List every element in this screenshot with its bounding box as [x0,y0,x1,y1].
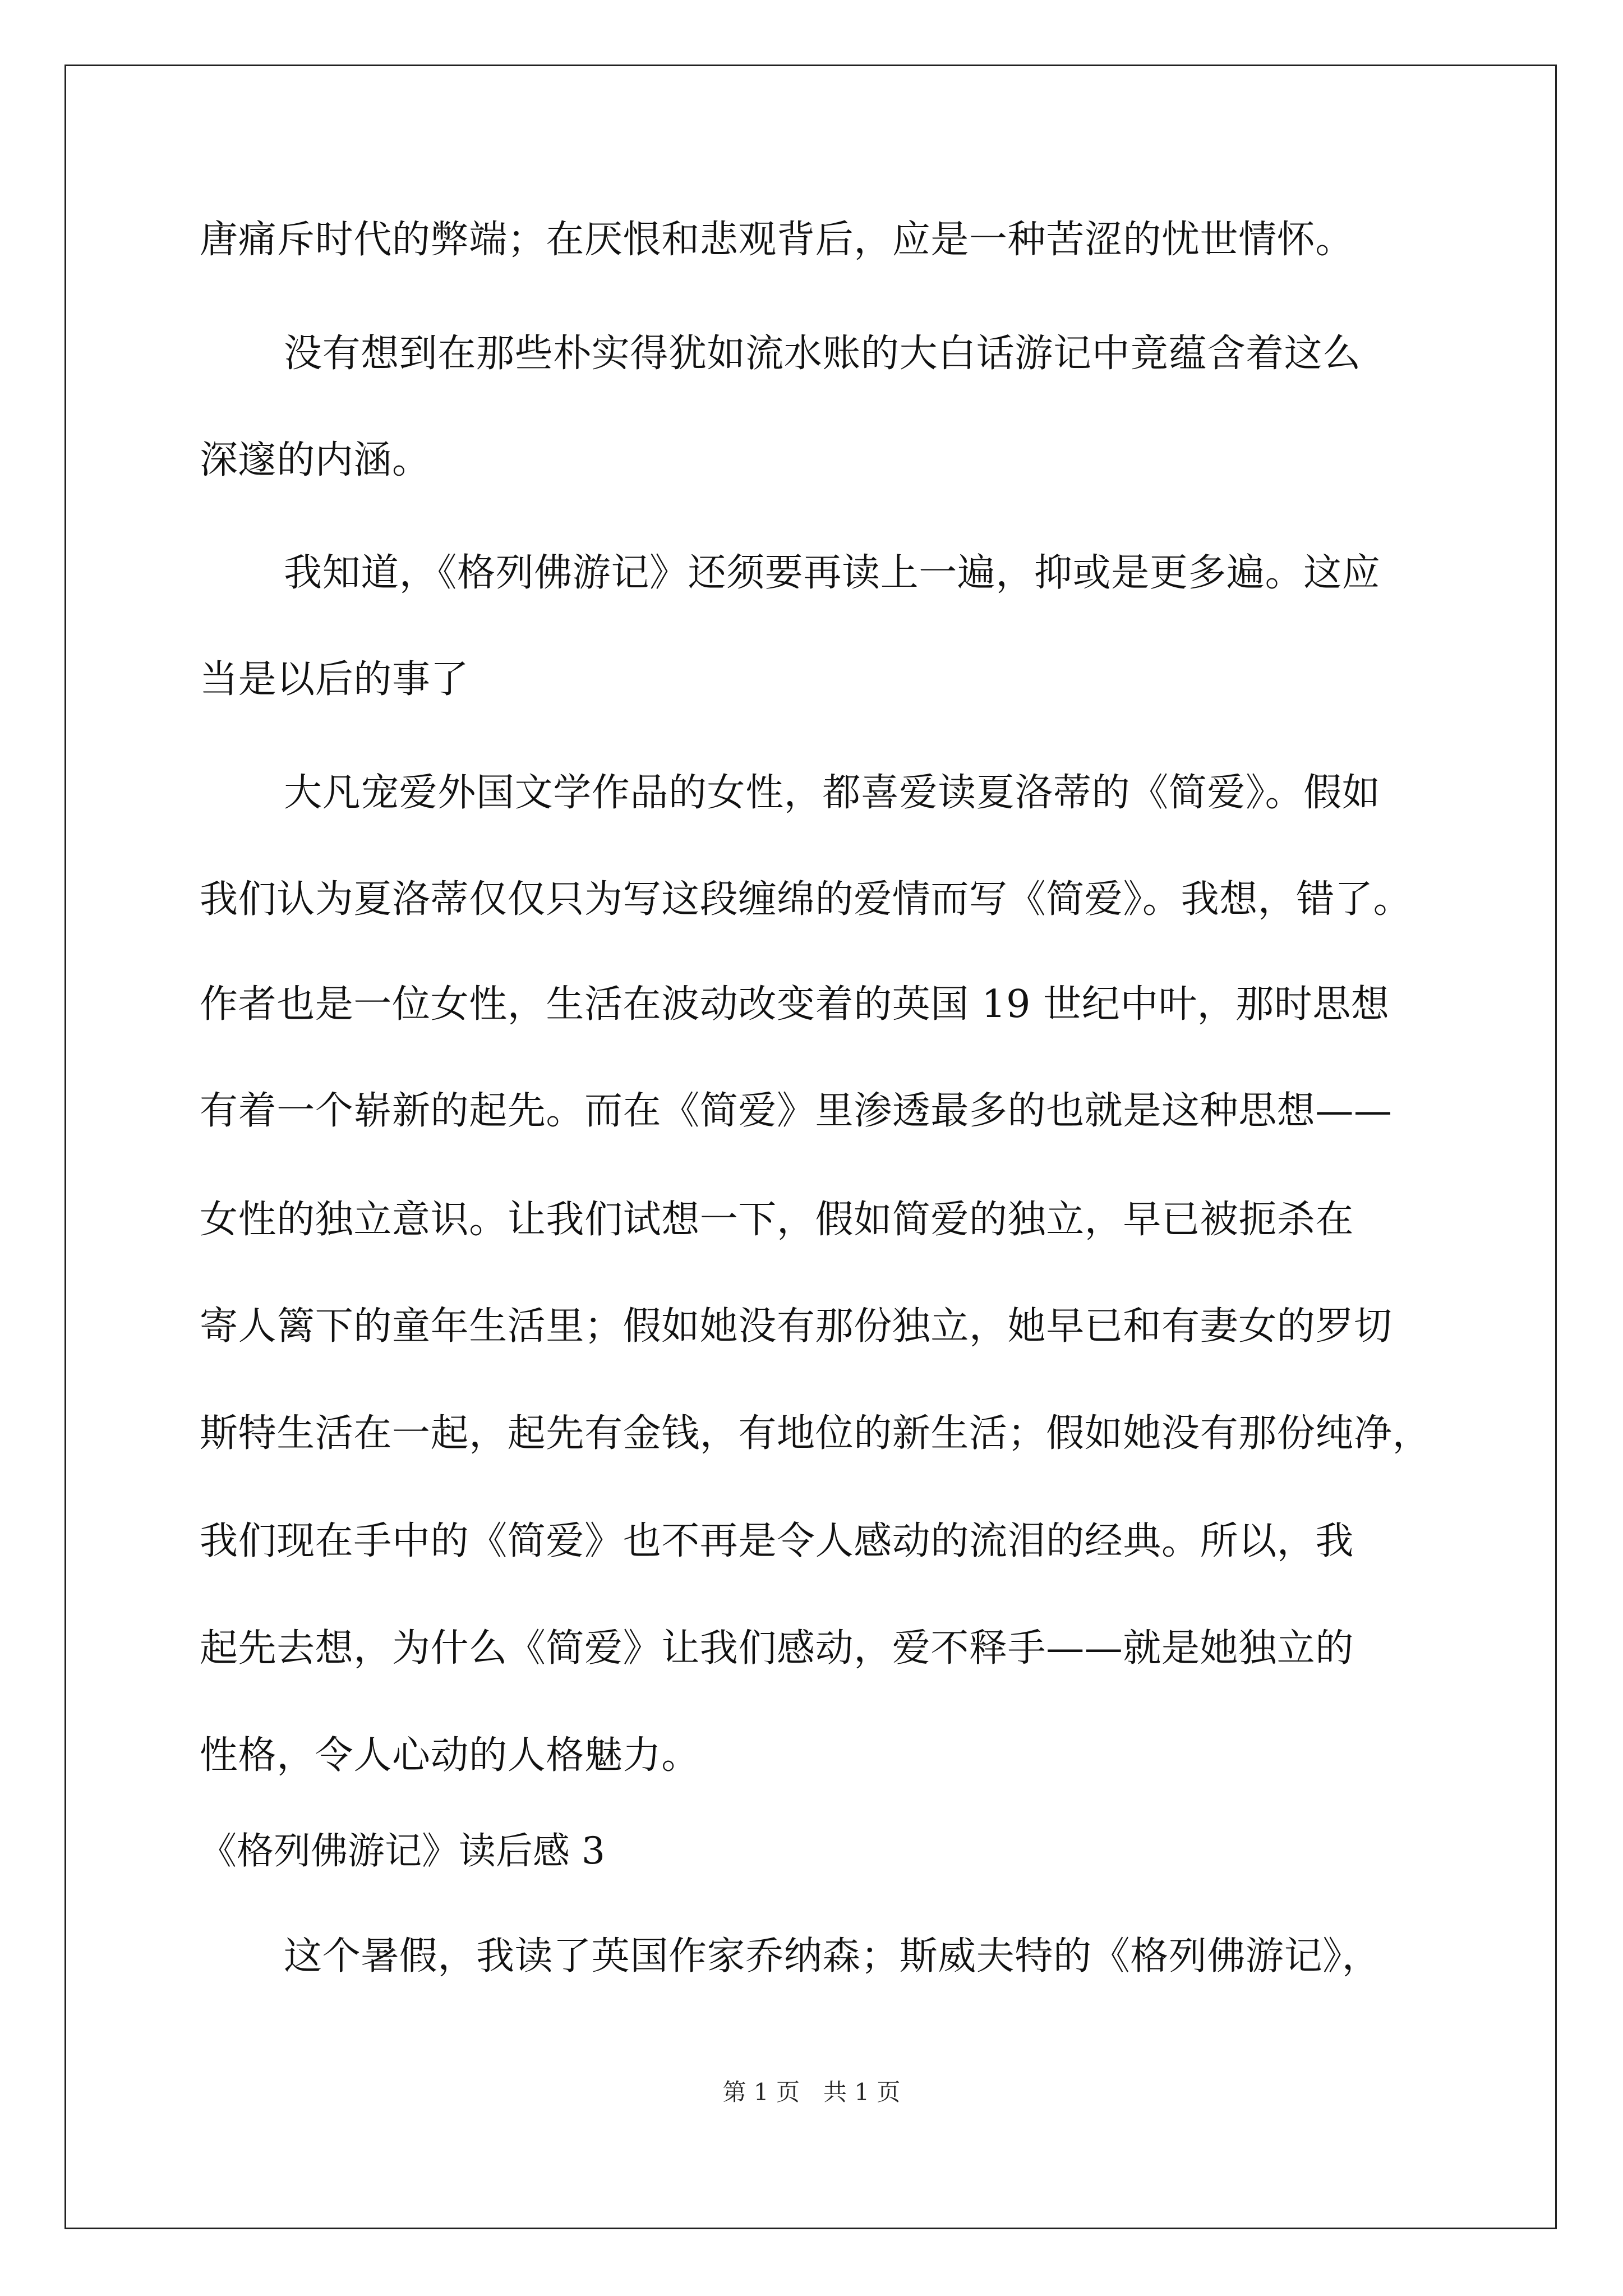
text-line: 女性的独立意识。让我们试想一下，假如简爱的独立，早已被扼杀在 [200,1198,1354,1242]
text-line: 我们认为夏洛蒂仅仅只为写这段缠绵的爱情而写《简爱》。我想，错了。 [200,877,1412,922]
text-line: 有着一个崭新的起先。而在《简爱》里渗透最多的也就是这种思想—— [200,1089,1393,1133]
text-line: 深邃的内涵。 [200,438,431,482]
text-line: 寄人篱下的童年生活里；假如她没有那份独立，她早已和有妻女的罗切 [200,1304,1393,1349]
paragraph-first-line: 这个暑假，我读了英国作家乔纳森；斯威夫特的《格列佛游记》， [284,1934,1381,1978]
paragraph-first-line: 我知道，《格列佛游记》还须要再读上一遍，抑或是更多遍。这应 [284,551,1381,595]
text-line: 唐痛斥时代的弊端；在厌恨和悲观背后，应是一种苦涩的忧世情怀。 [200,218,1354,262]
paragraph-first-line: 没有想到在那些朴实得犹如流水账的大白话游记中竟蕴含着这么 [284,332,1361,376]
text-line: 我们现在手中的《简爱》也不再是令人感动的流泪的经典。所以，我 [200,1519,1354,1563]
paragraph-first-line: 大凡宠爱外国文学作品的女性，都喜爱读夏洛蒂的《简爱》。假如 [284,771,1381,815]
text-line: 当是以后的事了 [200,657,469,702]
text-line: 斯特生活在一起，起先有金钱，有地位的新生活；假如她没有那份纯净， [200,1411,1431,1456]
section-heading: 《格列佛游记》读后感 3 [200,1829,605,1872]
page-footer: 第 1 页 共 1 页 [722,2078,901,2106]
text-line: 作者也是一位女性，生活在波动改变着的英国 19 世纪中叶，那时思想 [200,982,1390,1027]
text-line: 起先去想，为什么《简爱》让我们感动，爱不释手——就是她独立的 [200,1626,1354,1671]
text-line: 性格，令人心动的人格魅力。 [200,1733,700,1778]
page-border [64,65,1557,2229]
